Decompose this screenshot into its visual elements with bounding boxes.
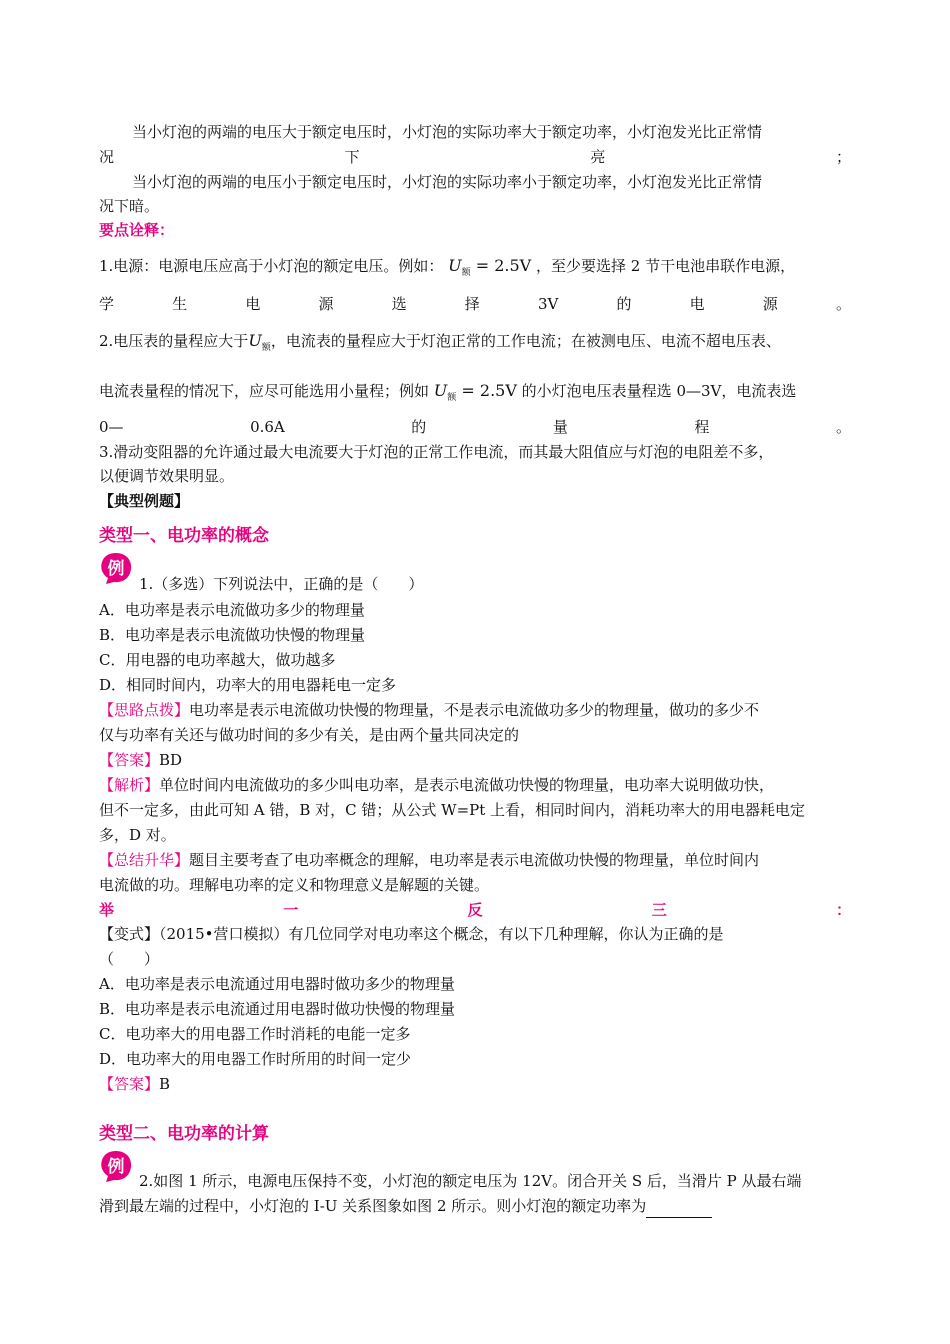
word: 下 — [344, 148, 360, 166]
word: 源 — [762, 295, 778, 313]
text: 2.电压表的量程应大于 — [99, 332, 249, 350]
word: 的 — [616, 295, 632, 313]
option-d: D．相同时间内，功率大的用电器耗电一定多 — [99, 676, 397, 694]
summary-label: 【总结升华】 — [99, 851, 190, 869]
word: 况 — [99, 148, 115, 166]
text: ，至少要选择 2 节干电池串联作电源， — [535, 257, 796, 275]
key-point-2-line-2 — [99, 379, 851, 410]
key-point-3-line-2: 以便调节效果明显。 — [99, 467, 235, 485]
option-b: B．电功率是表示电流做功快慢的物理量 — [99, 626, 366, 644]
answer-label: 【答案】 — [99, 751, 160, 769]
word: 量 — [552, 418, 568, 436]
text: 单位时间内电流做功的多少叫电功率，是表示电流做功快慢的物理量，电功率大说明做功快， — [159, 776, 775, 794]
answer-value: BD — [159, 751, 183, 769]
key-point-2-line-1 — [99, 329, 851, 360]
word: 3V — [537, 295, 559, 313]
practice-heading — [99, 898, 851, 922]
text: 题目主要考查了电功率概念的理解，电功率是表示电流做功快慢的物理量，单位时间内 — [189, 851, 760, 869]
text: ，电流表的量程应大于灯泡正常的工作电流；在被测电压、电流不超电压表、 — [270, 332, 781, 350]
variant-line-2: （ ） — [99, 950, 160, 968]
word: 亮 — [590, 148, 606, 166]
hint-label: 【思路点拨】 — [99, 701, 190, 719]
word: 电 — [245, 295, 261, 313]
variant-answer — [99, 1072, 851, 1096]
word: 择 — [464, 295, 480, 313]
word: 源 — [318, 295, 334, 313]
intro-line-2 — [99, 145, 851, 169]
question-2-line-1: 2.如图 1 所示，电源电压保持不变，小灯泡的额定电压为 12V。闭合开关 S 后，当滑片 P 从最右端 — [139, 1172, 802, 1190]
analysis-line-2: 但不一定多，由此可知 A 错，B 对，C 错；从公式 W=Pt 上看，相同时间内，消耗功率大的用电器耗电定 — [99, 801, 806, 819]
variant-line-1: 【变式】（2015•营口模拟）有几位同学对电功率这个概念，有以下几种理解，你认为正确的是 — [99, 925, 724, 943]
answer-1 — [99, 748, 851, 772]
word: 一 — [283, 901, 299, 919]
variant-option-b: B．电功率是表示电流通过用电器时做功快慢的物理量 — [99, 1000, 456, 1018]
examples-title: 【典型例题】 — [99, 492, 190, 510]
key-point-1-line-2 — [99, 292, 851, 316]
answer-value: B — [159, 1075, 171, 1093]
key-point-3-line-1: 3.滑动变阻器的允许通过最大电流要大于灯泡的正常工作电流，而其最大阻值应与灯泡的电阻差不多， — [99, 443, 774, 461]
word: 。 — [835, 418, 851, 436]
word: 选 — [391, 295, 407, 313]
text: 的小灯泡电压表量程选 0—3V，电流表选 — [521, 382, 797, 400]
text: 滑到最左端的过程中，小灯泡的 I-U 关系图象如图 2 所示。则小灯泡的额定功率为 — [99, 1197, 647, 1215]
word: 三 — [651, 901, 667, 919]
rated-voltage-formula: $U_额 = 2.5V$ — [433, 381, 517, 403]
key-points-title: 要点诠释： — [99, 221, 175, 239]
word: 电 — [689, 295, 705, 313]
answer-label: 【答案】 — [99, 1075, 160, 1093]
word: 举 — [99, 901, 115, 919]
variant-option-d: D．电功率大的用电器工作时所用的时间一定少 — [99, 1050, 412, 1068]
word: 的 — [411, 418, 427, 436]
word: ； — [835, 148, 851, 166]
rated-voltage-symbol: $U_额$ — [248, 331, 271, 353]
variant-option-c: C．电功率大的用电器工作时消耗的电能一定多 — [99, 1025, 411, 1043]
example-badge-icon — [99, 1149, 133, 1183]
summary-line-2: 电流做的功。理解电功率的定义和物理意义是解题的关键。 — [99, 876, 490, 894]
rated-voltage-formula: $U_额 = 2.5V$ — [448, 256, 532, 278]
option-a: A．电功率是表示电流做功多少的物理量 — [99, 601, 365, 619]
answer-blank[interactable] — [646, 1199, 712, 1218]
type-2-heading: 类型二、电功率的计算 — [99, 1124, 269, 1144]
text: 1.电源：电源电压应高于小灯泡的额定电压。例如： — [99, 257, 444, 275]
question-2-line-2 — [99, 1194, 851, 1218]
svg-text:例: 例 — [107, 1157, 125, 1177]
intro-line-4: 况下暗。 — [99, 197, 160, 215]
summary-line-1 — [99, 848, 851, 872]
analysis-line-1 — [99, 773, 851, 797]
word: 0.6A — [250, 418, 285, 436]
hint-line-2: 仅与功率有关还与做功时间的多少有关，是由两个量共同决定的 — [99, 726, 520, 744]
word: 生 — [172, 295, 188, 313]
word: ： — [835, 901, 851, 919]
hint-line-1 — [99, 698, 851, 722]
word: 0— — [99, 418, 124, 436]
question-1: 1.（多选）下列说法中，正确的是（ ） — [139, 575, 424, 593]
variant-option-a: A．电功率是表示电流通过用电器时做功多少的物理量 — [99, 975, 455, 993]
word: 反 — [467, 901, 483, 919]
text: 电功率是表示电流做功快慢的物理量，不是表示电流做功多少的物理量，做功的多少不 — [189, 701, 760, 719]
key-point-2-line-3 — [99, 415, 851, 439]
text: 电流表量程的情况下，应尽可能选用小量程；例如 — [99, 382, 430, 400]
word: 学 — [99, 295, 115, 313]
key-point-1-line-1 — [99, 254, 851, 285]
option-c: C．用电器的电功率越大，做功越多 — [99, 651, 336, 669]
svg-text:例: 例 — [107, 559, 125, 579]
intro-line-3: 当小灯泡的两端的电压小于额定电压时，小灯泡的实际功率小于额定功率，小灯泡发光比正常情 — [132, 173, 763, 191]
type-1-heading: 类型一、电功率的概念 — [99, 526, 269, 546]
word: 程 — [694, 418, 710, 436]
example-badge-icon — [99, 551, 133, 585]
intro-line-1: 当小灯泡的两端的电压大于额定电压时，小灯泡的实际功率大于额定功率，小灯泡发光比正常情 — [132, 123, 763, 141]
word: 。 — [835, 295, 851, 313]
analysis-line-3: 多，D 对。 — [99, 826, 176, 844]
analysis-label: 【解析】 — [99, 776, 160, 794]
